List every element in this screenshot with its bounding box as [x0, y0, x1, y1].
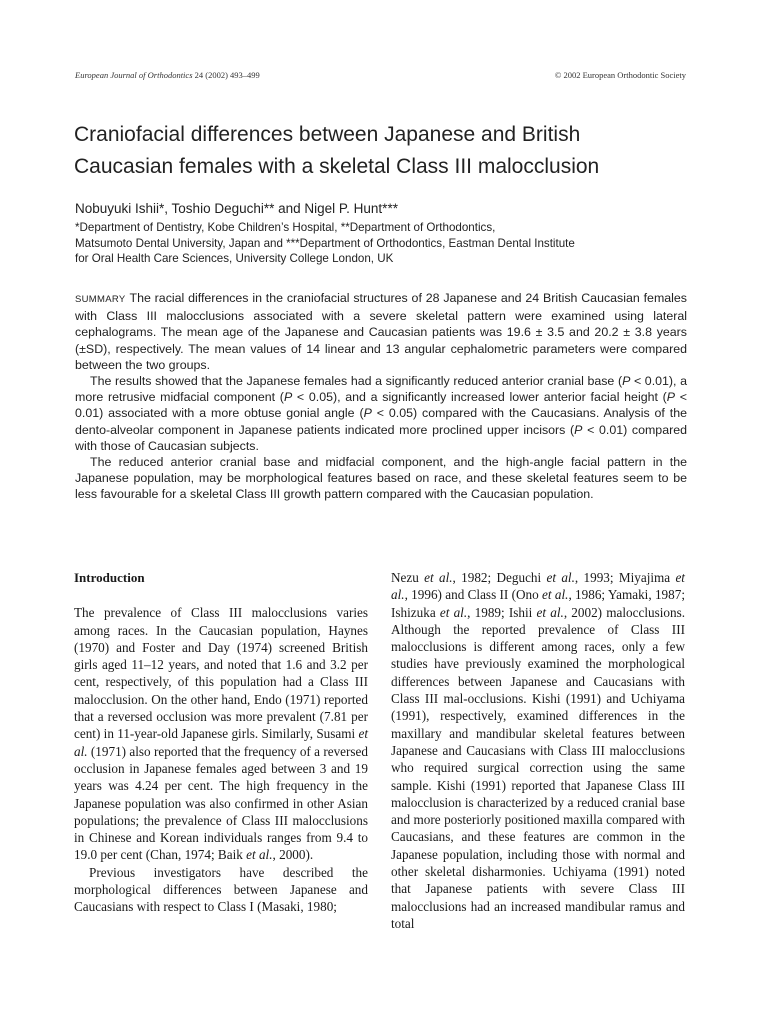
running-header-copyright: © 2002 European Orthodontic Society: [554, 70, 686, 80]
affiliation-line-2: Matsumoto Dental University, Japan and ***Department of Orthodontics, Eastman Dental Institute: [75, 236, 575, 250]
abstract-paragraph-3: The reduced anterior cranial base and midfacial component, and the high-angle facial pattern in the Japanese population, may be morphological features based on race, and these skeletal features seem to be less favourable for a skeletal Class III growth pattern compared with the Caucasian population.: [75, 455, 687, 502]
abstract-paragraph-2: The results showed that the Japanese females had a significantly reduced anterior cranial base (P < 0.01), a more retrusive midfacial component (P < 0.05), and a significantly increased lower anterior facial height (P < 0.01) associated with a more obtuse gonial angle (P < 0.05) compared with the Caucasians. Analysis of the dento-alveolar component in Japanese patients indicated more proclined upper incisors (P < 0.01) compared with those of Caucasian subjects.: [75, 374, 688, 453]
summary-label: SUMMARY: [75, 294, 126, 305]
intro-paragraph-2-continued: Nezu et al., 1982; Deguchi et al., 1993; Miyajima et al., 1996) and Class II (Ono et al., 1986; Yamaki, 1987; Ishizuka et al., 1989; Ishii et al., 2002) malocclusions. Although the reported prevalence of Class III malocclusions is different among races, only a few studies have previously examined the morphological differences between Japanese and Caucasians with Class III mal-occlusions. Kishi (1991) and Uchiyama (1991), respectively, examined differences in the maxillary and mandibular skeletal features between Japanese and Caucasians with Class III malocclusions who required surgical correction using the same sample. Kishi (1991) reported that Japanese Class III malocclusion is characterized by a reduced cranial base and more posteriorly positioned maxilla compared with Caucasians, and these features are common in the Japanese population, including those with normal and other skeletal disharmonies. Uchiyama (1991) noted that Japanese patients with severe Class III malocclusions had an increased mandibular ramus and total: [391, 570, 686, 931]
intro-paragraph-1: The prevalence of Class III malocclusions varies among races. In the Caucasian population, Haynes (1970) and Foster and Day (1974) screened British girls aged 11–12 years, and noted that 1.6 and 3.2 per cent, respectively, of this population had a Class III malocclusion. On the other hand, Endo (1971) reported that a reversed occlusion was more prevalent (7.81 per cent) in 11-year-old Japanese girls. Similarly, Susami et al. (1971) also reported that the frequency of a reversed occlusion in Japanese females aged between 3 and 19 years was 4.24 per cent. The high frequency in the Japanese population was also confirmed in other Asian populations; the prevalence of Class III malocclusions in Chinese and Korean individuals ranges from 9.4 to 19.0 per cent (Chan, 1974; Baik et al., 2000).: [74, 605, 368, 863]
journal-volume: 24 (2002) 493–499: [194, 70, 260, 80]
abstract-paragraph-1: SUMMARY The racial differences in the craniofacial structures of 28 Japanese and 24 British Caucasian females with Class III malocclusions associated with a severe skeletal pattern were examined using lateral cephalograms. The mean age of the Japanese and Caucasian patients was 19.6 ± 3.5 and 20.2 ± 3.8 years (±SD), respectively. The mean values of 14 linear and 13 angular cephalometric parameters were compared between the two groups.: [75, 291, 687, 372]
intro-paragraph-2: Previous investigators have described the morphological differences between Japanese and Caucasians with respect to Class I (Masaki, 1980;: [74, 864, 368, 915]
left-column: [74, 569, 368, 916]
journal-name: European Journal of Orthodontics: [75, 70, 193, 80]
author-list: Nobuyuki Ishii*, Toshio Deguchi** and Nigel P. Hunt***: [75, 201, 398, 216]
right-column: [391, 569, 685, 932]
affiliations: [75, 220, 715, 267]
title-line-1: Craniofacial differences between Japanese and British: [74, 123, 581, 146]
section-heading-introduction: Introduction: [74, 570, 145, 585]
affiliation-line-3: for Oral Health Care Sciences, University College London, UK: [75, 252, 394, 265]
abstract: [75, 290, 687, 503]
article-title: [74, 119, 714, 183]
affiliation-line-1: *Department of Dentistry, Kobe Children’s Hospital, **Department of Orthodontics,: [75, 221, 496, 234]
title-line-2: Caucasian females with a skeletal Class III malocclusion: [74, 155, 600, 178]
running-header-journal: [75, 70, 260, 80]
